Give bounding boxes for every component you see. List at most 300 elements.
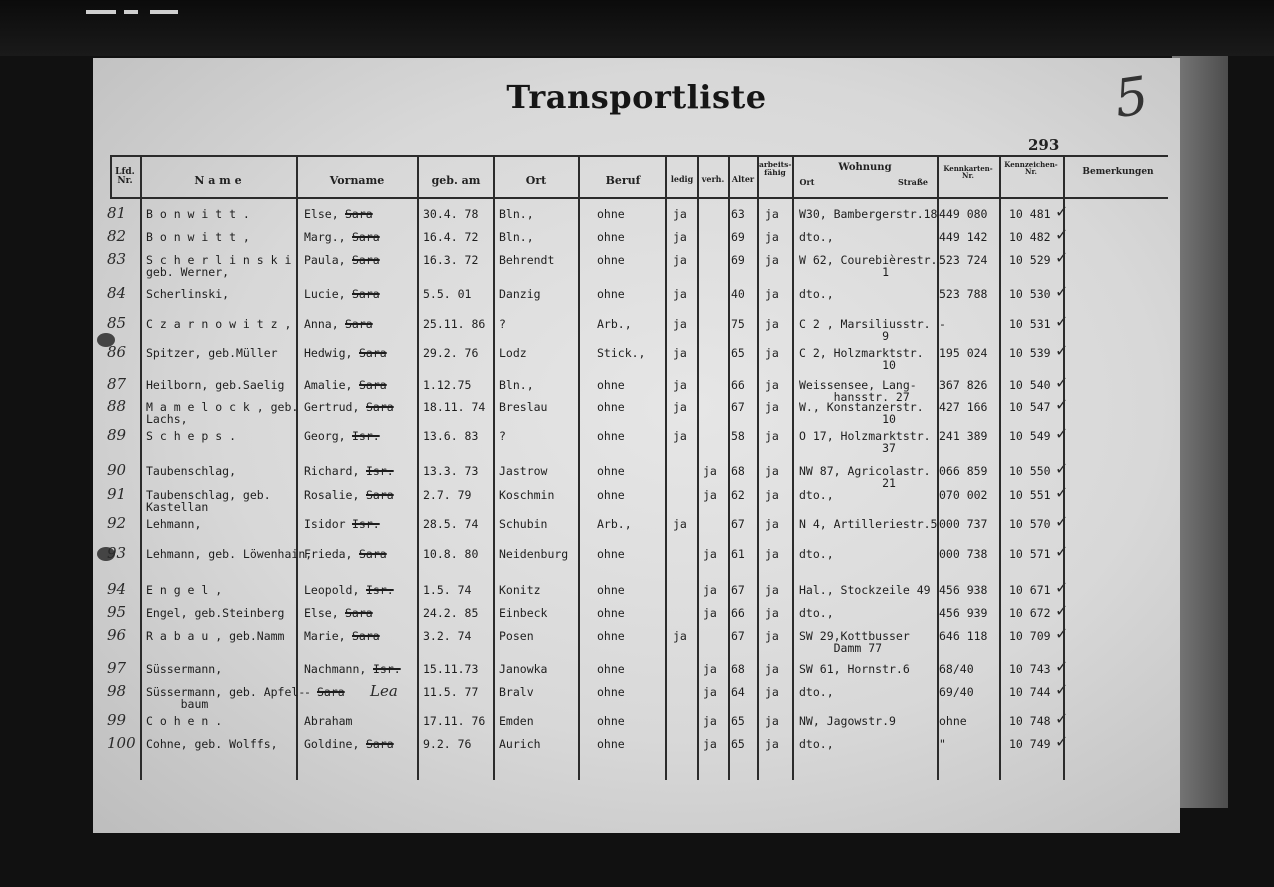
row-number: 93 — [107, 544, 127, 562]
check-mark: ✓ — [1055, 512, 1069, 531]
row-number: 81 — [107, 204, 127, 222]
cell-arbeitsfaehig: ja — [765, 583, 779, 597]
cell-wohnung: Hal., Stockzeile 49 — [799, 583, 931, 597]
check-mark: ✓ — [1055, 282, 1069, 301]
cell-verh: ja — [703, 606, 717, 620]
cell-kennzeichen: 10 530 — [1009, 287, 1051, 301]
cell-ort: Breslau — [499, 400, 548, 414]
header-wohnung: Wohnung — [838, 162, 892, 173]
cell-name: E n g e l , — [146, 583, 223, 597]
cell-beruf: ohne — [597, 662, 625, 676]
cell-ledig: ja — [673, 287, 687, 301]
cell-beruf: Arb., — [597, 317, 632, 331]
cell-ort: Bln., — [499, 378, 534, 392]
cell-kennzeichen: 10 481 — [1009, 207, 1051, 221]
cell-ledig: ja — [673, 346, 687, 360]
row-number: 99 — [107, 711, 127, 729]
struck-out-sara-isr: Sara — [359, 346, 387, 360]
cell-name: Spitzer, geb.Müller — [146, 346, 278, 360]
column-line — [728, 155, 730, 780]
cell-kennzeichen: 10 672 — [1009, 606, 1051, 620]
column-line — [697, 155, 699, 780]
cell-vorname: Georg, — [304, 429, 346, 443]
cell-name: Cohne, geb. Wolffs, — [146, 737, 278, 751]
cell-beruf: ohne — [597, 547, 625, 561]
struck-out-sara-isr: Isr. — [352, 517, 380, 531]
cell-kennzeichen: 10 529 — [1009, 253, 1051, 267]
cell-alter: 67 — [731, 517, 745, 531]
cell-beruf: ohne — [597, 685, 625, 699]
cell-alter: 67 — [731, 400, 745, 414]
handwritten-vorname: Lea — [370, 682, 398, 700]
cell-beruf: ohne — [597, 606, 625, 620]
cell-ort: Danzig — [499, 287, 541, 301]
check-mark: ✓ — [1055, 680, 1069, 699]
cell-beruf: Arb., — [597, 517, 632, 531]
cell-ort: Aurich — [499, 737, 541, 751]
check-mark: ✓ — [1055, 624, 1069, 643]
header-kennkarten: Kennkarten-Nr. — [943, 164, 993, 181]
check-mark: ✓ — [1055, 373, 1069, 392]
cell-ort: Janowka — [499, 662, 548, 676]
cell-wohnung: dto., — [799, 685, 834, 699]
cell-wohnung: W., Konstanzerstr. 10 — [799, 400, 924, 427]
cell-wohnung: NW, Jagowstr.9 — [799, 714, 896, 728]
cell-name: Süssermann, geb. Apfel- baum — [146, 685, 306, 712]
cell-vorname-struck — [366, 489, 394, 501]
row-number: 92 — [107, 514, 127, 532]
cell-arbeitsfaehig: ja — [765, 287, 779, 301]
cell-alter: 65 — [731, 737, 745, 751]
cell-geb: 18.11. 74 — [423, 400, 486, 414]
cell-ledig: ja — [673, 207, 687, 221]
cell-alter: 67 — [731, 583, 745, 597]
cell-wohnung: W 62, Courebièrestr. 1 — [799, 253, 938, 280]
cell-geb: 9.2. 76 — [423, 737, 472, 751]
cell-kennkarte: 456 938 — [939, 583, 988, 597]
cell-arbeitsfaehig: ja — [765, 207, 779, 221]
cell-kennkarte: 066 859 — [939, 464, 988, 478]
cell-geb: 25.11. 86 — [423, 317, 486, 331]
cell-wohnung: SW 61, Hornstr.6 — [799, 662, 910, 676]
cell-vorname-struck — [366, 584, 394, 596]
row-number: 87 — [107, 375, 127, 393]
cell-wohnung: dto., — [799, 737, 834, 751]
cell-beruf: ohne — [597, 429, 625, 443]
cell-ort: Neidenburg — [499, 547, 569, 561]
cell-vorname: Paula, — [304, 253, 346, 267]
cell-arbeitsfaehig: ja — [765, 737, 779, 751]
cell-kennzeichen: 10 570 — [1009, 517, 1051, 531]
cell-kennkarte: - — [939, 317, 946, 331]
cell-vorname-struck — [345, 318, 373, 330]
cell-alter: 65 — [731, 714, 745, 728]
cell-alter: 64 — [731, 685, 745, 699]
cell-arbeitsfaehig: ja — [765, 685, 779, 699]
cell-beruf: ohne — [597, 488, 625, 502]
cell-verh: ja — [703, 547, 717, 561]
cell-alter: 62 — [731, 488, 745, 502]
document-title: Transportliste — [506, 78, 767, 116]
cell-wohnung: N 4, Artilleriestr.5 — [799, 517, 938, 531]
cell-ort: Konitz — [499, 583, 541, 597]
struck-out-sara-isr: Isr. — [352, 429, 380, 443]
column-line — [493, 155, 495, 780]
cell-name: B o n w i t t . — [146, 207, 250, 221]
cell-name: Süssermann, — [146, 662, 223, 676]
cell-arbeitsfaehig: ja — [765, 662, 779, 676]
column-line — [999, 155, 1001, 780]
cell-beruf: ohne — [597, 207, 625, 221]
cell-kennzeichen: 10 744 — [1009, 685, 1051, 699]
cell-vorname: Rosalie, — [304, 488, 360, 502]
cell-kennkarte: ohne — [939, 714, 967, 728]
cell-kennkarte: 427 166 — [939, 400, 988, 414]
cell-kennkarte: 241 389 — [939, 429, 988, 443]
column-line — [140, 155, 142, 780]
cell-name: Engel, geb.Steinberg — [146, 606, 285, 620]
cell-wohnung: NW 87, Agricolastr. 21 — [799, 464, 931, 491]
cell-geb: 16.3. 72 — [423, 253, 479, 267]
cell-arbeitsfaehig: ja — [765, 464, 779, 478]
cell-name: Lehmann, geb. Löwenhain, — [146, 547, 313, 561]
cell-geb: 13.3. 73 — [423, 464, 479, 478]
cell-vorname: Isidor — [304, 517, 346, 531]
cell-kennkarte: 68/40 — [939, 662, 974, 676]
header-beruf: Beruf — [605, 174, 641, 187]
struck-out-sara-isr: Sara — [352, 629, 380, 643]
cell-ort: Jastrow — [499, 464, 548, 478]
cell-beruf: ohne — [597, 629, 625, 643]
cell-vorname: Frieda, — [304, 547, 353, 561]
cell-alter: 69 — [731, 253, 745, 267]
check-mark: ✓ — [1055, 312, 1069, 331]
check-mark: ✓ — [1055, 483, 1069, 502]
cell-kennkarte: 523 788 — [939, 287, 988, 301]
cell-alter: 58 — [731, 429, 745, 443]
header-kennzeichen: Kennzeichen-Nr. — [1004, 160, 1058, 177]
check-mark: ✓ — [1055, 341, 1069, 360]
cell-geb: 28.5. 74 — [423, 517, 479, 531]
cell-geb: 1.5. 74 — [423, 583, 472, 597]
struck-out-sara-isr: Sara — [366, 737, 394, 751]
cell-ort: Koschmin — [499, 488, 555, 502]
cell-vorname: Goldine, — [304, 737, 360, 751]
cell-beruf: ohne — [597, 378, 625, 392]
cell-name: Scherlinski, — [146, 287, 230, 301]
cell-kennzeichen: 10 748 — [1009, 714, 1051, 728]
cell-geb: 10.8. 80 — [423, 547, 479, 561]
cell-ort: Emden — [499, 714, 534, 728]
cell-beruf: Stick., — [597, 346, 646, 360]
struck-out-sara-isr: Sara — [345, 207, 373, 221]
column-line — [578, 155, 580, 780]
cell-verh: ja — [703, 685, 717, 699]
cell-beruf: ohne — [597, 253, 625, 267]
cell-ledig: ja — [673, 378, 687, 392]
cell-verh: ja — [703, 464, 717, 478]
cell-alter: 65 — [731, 346, 745, 360]
row-number: 84 — [107, 284, 127, 302]
check-mark: ✓ — [1055, 732, 1069, 751]
row-number: 88 — [107, 397, 127, 415]
film-border-top — [0, 0, 1274, 56]
cell-wohnung: W30, Bambergerstr.18 — [799, 207, 938, 221]
header-geb: geb. am — [431, 174, 481, 187]
header-bottom-border — [110, 197, 1168, 199]
cell-vorname: Anna, — [304, 317, 339, 331]
cell-wohnung: dto., — [799, 488, 834, 502]
cell-arbeitsfaehig: ja — [765, 400, 779, 414]
column-line — [110, 155, 112, 199]
cell-vorname: - — [304, 685, 311, 699]
cell-kennzeichen: 10 743 — [1009, 662, 1051, 676]
cell-ort: Lodz — [499, 346, 527, 360]
cell-wohnung: dto., — [799, 230, 834, 244]
cell-ort: Einbeck — [499, 606, 548, 620]
cell-vorname-struck — [359, 347, 387, 359]
cell-vorname: Else, — [304, 207, 339, 221]
cell-geb: 11.5. 77 — [423, 685, 479, 699]
struck-out-sara-isr: Isr. — [366, 464, 394, 478]
cell-name: S c h e p s . — [146, 429, 237, 443]
cell-vorname: Abraham — [304, 714, 353, 728]
cell-kennzeichen: 10 571 — [1009, 547, 1051, 561]
film-mark — [124, 10, 138, 14]
cell-kennzeichen: 10 551 — [1009, 488, 1051, 502]
struck-out-sara-isr: Sara — [345, 606, 373, 620]
row-number: 98 — [107, 682, 127, 700]
cell-arbeitsfaehig: ja — [765, 253, 779, 267]
film-mark — [86, 10, 116, 14]
column-line — [792, 155, 794, 780]
row-number: 97 — [107, 659, 127, 677]
cell-name: S c h e r l i n s k i geb. Werner, — [146, 253, 292, 280]
column-line — [665, 155, 667, 780]
table-top-border — [110, 155, 1168, 157]
cell-ort: Posen — [499, 629, 534, 643]
cell-kennzeichen: 10 550 — [1009, 464, 1051, 478]
check-mark: ✓ — [1055, 248, 1069, 267]
check-mark: ✓ — [1055, 395, 1069, 414]
row-number: 96 — [107, 626, 127, 644]
cell-name: M a m e l o c k , geb. Lachs, — [146, 400, 299, 427]
cell-kennzeichen: 10 540 — [1009, 378, 1051, 392]
check-mark: ✓ — [1055, 601, 1069, 620]
cell-arbeitsfaehig: ja — [765, 317, 779, 331]
header-name: N a m e — [194, 174, 242, 187]
cell-geb: 2.7. 79 — [423, 488, 472, 502]
cell-geb: 1.12.75 — [423, 378, 472, 392]
cell-geb: 3.2. 74 — [423, 629, 472, 643]
cell-vorname: Marg., — [304, 230, 346, 244]
row-number: 82 — [107, 227, 127, 245]
cell-kennkarte: 367 826 — [939, 378, 988, 392]
cell-arbeitsfaehig: ja — [765, 230, 779, 244]
cell-alter: 61 — [731, 547, 745, 561]
cell-geb: 24.2. 85 — [423, 606, 479, 620]
cell-kennkarte: 449 142 — [939, 230, 988, 244]
struck-out-sara-isr: Sara — [352, 253, 380, 267]
struck-out-sara-isr: Sara — [359, 547, 387, 561]
struck-out-sara-isr: Sara — [366, 400, 394, 414]
cell-beruf: ohne — [597, 583, 625, 597]
cell-beruf: ohne — [597, 464, 625, 478]
cell-vorname: Leopold, — [304, 583, 360, 597]
cell-kennkarte: 646 118 — [939, 629, 988, 643]
cell-vorname: Else, — [304, 606, 339, 620]
cell-vorname-struck — [366, 738, 394, 750]
handwritten-page-number: 5 — [1110, 65, 1153, 131]
header-alter: Alter — [731, 174, 755, 184]
cell-kennkarte: 523 724 — [939, 253, 988, 267]
column-line — [757, 155, 759, 780]
cell-alter: 68 — [731, 662, 745, 676]
cell-alter: 69 — [731, 230, 745, 244]
cell-ledig: ja — [673, 517, 687, 531]
cell-alter: 40 — [731, 287, 745, 301]
cell-name: B o n w i t t , — [146, 230, 250, 244]
cell-kennzeichen: 10 749 — [1009, 737, 1051, 751]
cell-geb: 16.4. 72 — [423, 230, 479, 244]
cell-kennzeichen: 10 709 — [1009, 629, 1051, 643]
cell-name: Taubenschlag, — [146, 464, 237, 478]
cell-vorname-struck — [359, 379, 387, 391]
struck-out-sara-isr: Sara — [345, 317, 373, 331]
cell-wohnung: C 2, Holzmarktstr. 10 — [799, 346, 924, 373]
row-number: 91 — [107, 485, 127, 503]
cell-wohnung: C 2 , Marsiliusstr. 9 — [799, 317, 931, 344]
cell-arbeitsfaehig: ja — [765, 346, 779, 360]
cell-ledig: ja — [673, 317, 687, 331]
cell-wohnung: dto., — [799, 287, 834, 301]
cell-vorname-struck — [359, 548, 387, 560]
check-mark: ✓ — [1055, 424, 1069, 443]
row-number: 86 — [107, 343, 127, 361]
cell-verh: ja — [703, 583, 717, 597]
check-mark: ✓ — [1055, 657, 1069, 676]
cell-ort: Bln., — [499, 230, 534, 244]
cell-arbeitsfaehig: ja — [765, 429, 779, 443]
paper-edge-shadow — [1172, 56, 1228, 808]
cell-ort: Behrendt — [499, 253, 555, 267]
cell-vorname-struck — [366, 465, 394, 477]
header-bemerkungen: Bemerkungen — [1082, 167, 1154, 177]
check-mark: ✓ — [1055, 459, 1069, 478]
cell-ort: Schubin — [499, 517, 548, 531]
cell-geb: 17.11. 76 — [423, 714, 486, 728]
cell-verh: ja — [703, 714, 717, 728]
cell-verh: ja — [703, 662, 717, 676]
cell-kennkarte: 195 024 — [939, 346, 988, 360]
cell-ledig: ja — [673, 629, 687, 643]
cell-kennzeichen: 10 671 — [1009, 583, 1051, 597]
cell-geb: 5.5. 01 — [423, 287, 472, 301]
cell-vorname-struck — [352, 518, 380, 530]
cell-vorname-struck — [373, 663, 401, 675]
cell-vorname: Lucie, — [304, 287, 346, 301]
film-mark — [150, 10, 178, 14]
struck-out-sara-isr: Sara — [352, 287, 380, 301]
cell-geb: 13.6. 83 — [423, 429, 479, 443]
cell-vorname-struck — [345, 208, 373, 220]
transport-list-page — [93, 58, 1180, 833]
cell-ort: ? — [499, 317, 506, 331]
cell-alter: 66 — [731, 378, 745, 392]
cell-vorname-struck — [366, 401, 394, 413]
page-number: 293 — [1028, 136, 1060, 154]
cell-ort: ? — [499, 429, 506, 443]
check-mark: ✓ — [1055, 225, 1069, 244]
struck-out-sara-isr: Sara — [366, 488, 394, 502]
column-line — [417, 155, 419, 780]
header-verh: verh. — [701, 174, 725, 184]
cell-alter: 66 — [731, 606, 745, 620]
cell-kennkarte: 456 939 — [939, 606, 988, 620]
cell-ledig: ja — [673, 230, 687, 244]
cell-vorname: Nachmann, — [304, 662, 367, 676]
cell-vorname: Marie, — [304, 629, 346, 643]
cell-geb: 30.4. 78 — [423, 207, 479, 221]
cell-vorname: Amalie, — [304, 378, 353, 392]
cell-verh: ja — [703, 488, 717, 502]
struck-out-sara-isr: Isr. — [366, 583, 394, 597]
cell-beruf: ohne — [597, 400, 625, 414]
cell-wohnung: O 17, Holzmarktstr. 37 — [799, 429, 931, 456]
row-number: 83 — [107, 250, 127, 268]
cell-kennzeichen: 10 547 — [1009, 400, 1051, 414]
cell-vorname-struck — [317, 686, 345, 698]
cell-kennkarte: 000 737 — [939, 517, 988, 531]
cell-vorname-struck — [352, 254, 380, 266]
cell-geb: 15.11.73 — [423, 662, 479, 676]
row-number: 100 — [107, 734, 136, 752]
cell-wohnung: dto., — [799, 606, 834, 620]
cell-vorname: Richard, — [304, 464, 360, 478]
cell-ledig: ja — [673, 400, 687, 414]
cell-kennkarte: 070 002 — [939, 488, 988, 502]
header-wohnung-ort: Ort — [799, 177, 815, 187]
cell-alter: 68 — [731, 464, 745, 478]
struck-out-sara-isr: Isr. — [373, 662, 401, 676]
cell-vorname-struck — [345, 607, 373, 619]
cell-alter: 63 — [731, 207, 745, 221]
cell-vorname-struck — [352, 630, 380, 642]
cell-arbeitsfaehig: ja — [765, 517, 779, 531]
cell-name: Taubenschlag, geb. Kastellan — [146, 488, 271, 515]
cell-arbeitsfaehig: ja — [765, 488, 779, 502]
check-mark: ✓ — [1055, 202, 1069, 221]
cell-name: Lehmann, — [146, 517, 202, 531]
cell-vorname: Gertrud, — [304, 400, 360, 414]
cell-kennzeichen: 10 482 — [1009, 230, 1051, 244]
cell-ort: Bralv — [499, 685, 534, 699]
cell-alter: 67 — [731, 629, 745, 643]
cell-kennzeichen: 10 531 — [1009, 317, 1051, 331]
cell-kennzeichen: 10 539 — [1009, 346, 1051, 360]
header-arbeitsfaehig: arbeits-fähig — [759, 160, 792, 177]
header-ledig: ledig — [670, 174, 694, 184]
cell-geb: 29.2. 76 — [423, 346, 479, 360]
row-number: 94 — [107, 580, 127, 598]
header-nr: Lfd. Nr. — [115, 167, 135, 187]
row-number: 90 — [107, 461, 127, 479]
cell-wohnung: Weissensee, Lang- hansstr. 27 — [799, 378, 917, 405]
cell-vorname-struck — [352, 288, 380, 300]
cell-kennkarte: 000 738 — [939, 547, 988, 561]
cell-alter: 75 — [731, 317, 745, 331]
cell-wohnung: dto., — [799, 547, 834, 561]
